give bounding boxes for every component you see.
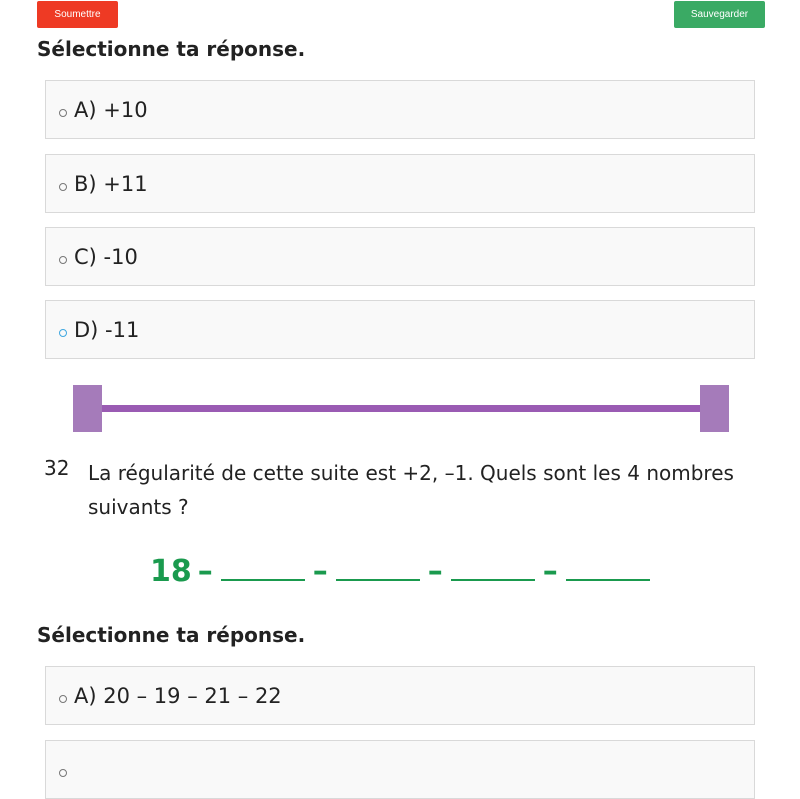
radio-icon[interactable] — [59, 109, 67, 117]
sequence-blank — [336, 551, 420, 581]
answer-option-a[interactable] — [45, 80, 755, 139]
answer-prompt-heading: Sélectionne ta réponse. — [37, 623, 306, 647]
radio-icon[interactable] — [59, 256, 67, 264]
sequence-blank — [451, 551, 535, 581]
radio-icon[interactable] — [59, 769, 67, 777]
sequence-blank — [221, 551, 305, 581]
answer-option-label: D) -11 — [74, 317, 140, 342]
answer-option-b[interactable] — [45, 154, 755, 213]
divider-cap-left — [73, 385, 102, 432]
sequence-separator: – — [542, 554, 558, 589]
divider-bar — [73, 405, 729, 412]
submit-button[interactable]: Soumettre — [37, 1, 118, 28]
sequence-blank — [566, 551, 650, 581]
save-button[interactable]: Sauvegarder — [674, 1, 765, 28]
answer-option-label: A) 20 – 19 – 21 – 22 — [74, 683, 282, 708]
answer-option-label: B) +11 — [74, 171, 148, 196]
section-divider — [73, 385, 729, 432]
answer-option-d[interactable] — [45, 300, 755, 359]
answer-prompt-heading: Sélectionne ta réponse. — [37, 37, 306, 61]
question-text: La régularité de cette suite est +2, –1. Quels sont les 4 nombres suivants ? — [88, 461, 734, 519]
answer-option-b[interactable] — [45, 740, 755, 799]
radio-icon[interactable] — [59, 329, 67, 337]
divider-cap-right — [700, 385, 729, 432]
answer-option-c[interactable] — [45, 227, 755, 286]
sequence-separator: – — [312, 554, 328, 589]
answer-option-a[interactable] — [45, 666, 755, 725]
number-sequence — [150, 551, 658, 589]
sequence-separator: – — [427, 554, 443, 589]
radio-icon[interactable] — [59, 695, 67, 703]
sequence-start: 18 — [150, 554, 192, 589]
answer-option-label: A) +10 — [74, 97, 148, 122]
sequence-separator: – — [197, 554, 213, 589]
question-number: 32 — [44, 456, 70, 480]
radio-icon[interactable] — [59, 183, 67, 191]
answer-option-label: C) -10 — [74, 244, 138, 269]
